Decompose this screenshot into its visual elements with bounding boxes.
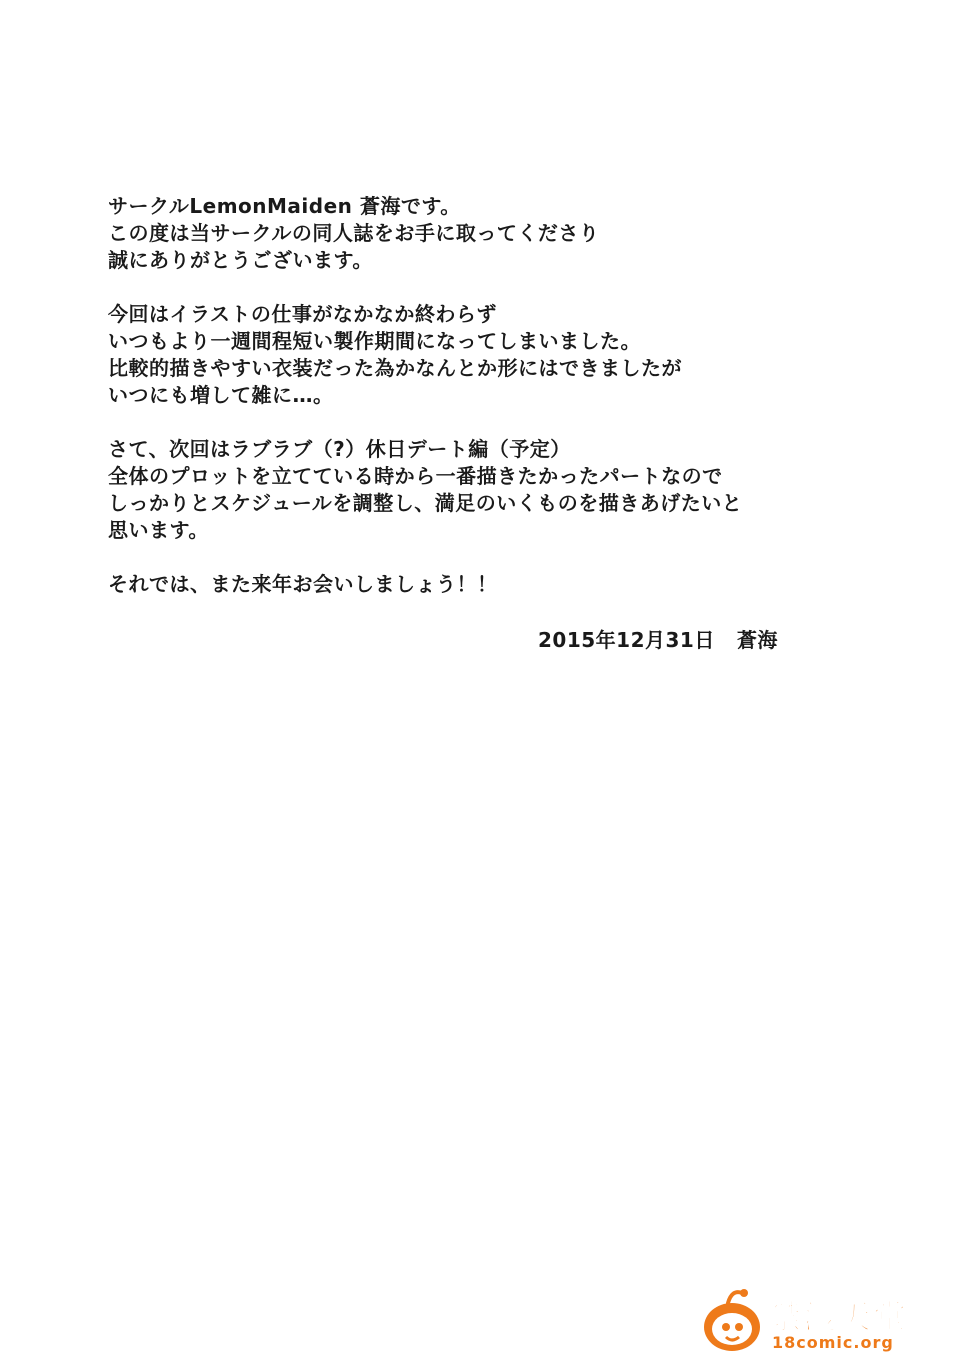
paragraph-line: 比較的描きやすい衣装だった為かなんとか形にはできましたが [108, 356, 682, 380]
signature-author: 蒼海 [736, 628, 778, 652]
paragraph-line: 思います。 [108, 518, 209, 542]
paragraph-line: いつにも増して雑に…。 [108, 383, 334, 407]
paragraph-line: いつもより一週間程短い製作期間になってしまいました。 [108, 329, 641, 353]
paragraph-line: さて、次回はラブラブ（?）休日デート編（予定） [108, 437, 571, 461]
paragraph-line: 今回はイラストの仕事がなかなか終わらず [108, 302, 497, 326]
paragraph-line: 全体のプロットを立てている時から一番描きたかったパートなので [108, 464, 723, 488]
watermark [698, 1285, 928, 1355]
paragraph-line: しっかりとスケジュールを調整し、満足のいくものを描きあげたいと [108, 491, 743, 515]
paragraph-line: サークルLemonMaiden 蒼海です。 [108, 194, 461, 218]
paragraph-gap [108, 409, 828, 436]
signature [538, 627, 778, 654]
mascot-logo-icon [698, 1285, 768, 1355]
paragraph-line: それでは、また来年お会いしましょう！！ [108, 572, 498, 596]
paragraph-gap [108, 544, 828, 571]
paragraph-line: 誠にありがとうございます。 [108, 248, 373, 272]
watermark-url: 18comic.org [772, 1333, 894, 1352]
afterword-text [108, 193, 828, 598]
paragraph-line: この度は当サークルの同人誌をお手に取ってくださり [108, 221, 600, 245]
paragraph-gap [108, 274, 828, 301]
watermark-title: 禁漫天堂 [768, 1297, 908, 1336]
signature-date: 2015年12月31日 [538, 628, 715, 652]
